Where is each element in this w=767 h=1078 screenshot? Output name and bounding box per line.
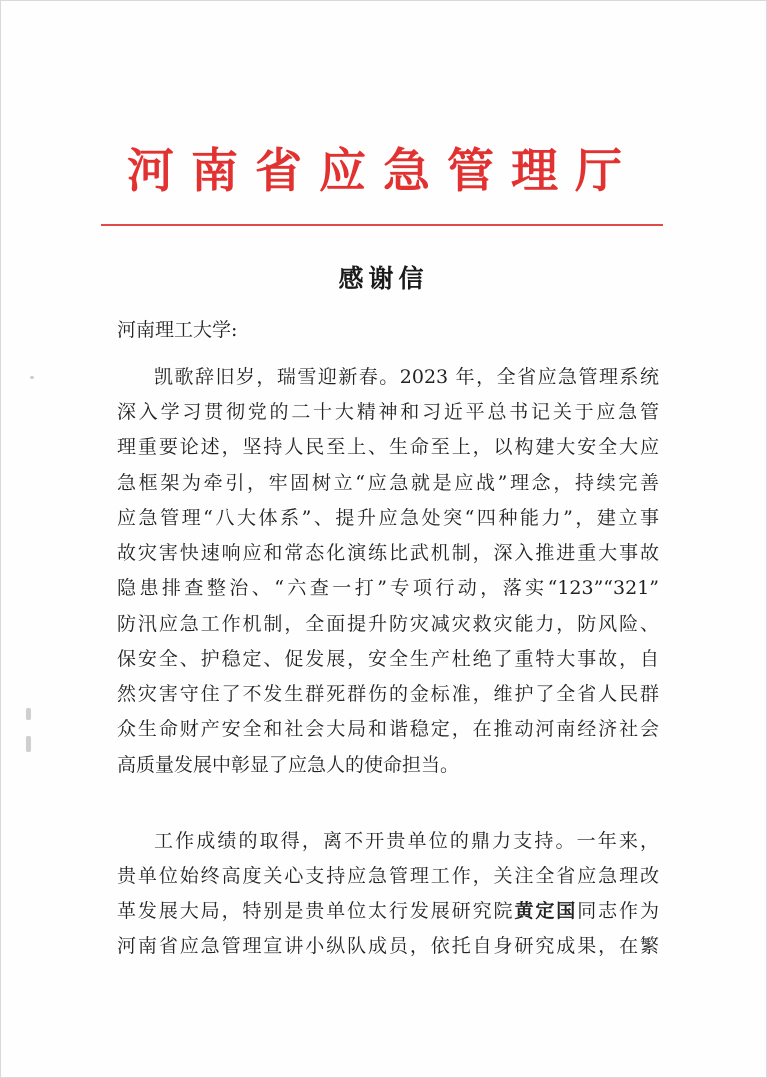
paragraph-1-line: 保安全、护稳定、促发展，安全生产杜绝了重特大事故，自 — [117, 648, 659, 670]
paragraph-2-text: 革发展大局，特别是贵单位太行发展研究院 — [117, 900, 515, 922]
paragraph-2-line: 贵单位始终高度关心支持应急管理工作，关注全省应急理改 — [117, 865, 659, 887]
paragraph-1-line: 众生命财产安全和社会大局和谐稳定，在推动河南经济社会 — [117, 718, 659, 740]
paragraph-2-text: 同志作为 — [577, 900, 659, 922]
scan-artifact — [30, 376, 34, 379]
letterhead-divider — [101, 224, 663, 226]
letterhead-organization: 河南省应急管理厅 — [127, 144, 639, 199]
paragraph-1-line: 故灾害快速响应和常态化演练比武机制，深入推进重大事故 — [117, 542, 659, 564]
letter-title: 感谢信 — [338, 264, 429, 293]
paragraph-1-line: 防汛应急工作机制，全面提升防灾减灾救灾能力，防风险、 — [117, 613, 659, 635]
highlighted-person-name: 黄定国 — [514, 900, 578, 922]
paragraph-1-line: 理重要论述，坚持人民至上、生命至上，以构建大安全大应 — [117, 436, 659, 458]
paragraph-2-line: 工作成绩的取得，离不开贵单位的鼎力支持。一年来， — [154, 830, 659, 852]
paragraph-1-line: 然灾害守住了不发生群死群伤的金标准，维护了全省人民群 — [117, 683, 659, 705]
paragraph-1-line: 高质量发展中彰显了应急人的使命担当。 — [117, 754, 460, 776]
paragraph-1-line: 急框架为牵引，牢固树立“应急就是应战”理念，持续完善 — [117, 472, 659, 494]
letter-salutation: 河南理工大学: — [117, 319, 238, 341]
scan-artifact — [26, 708, 31, 720]
paragraph-1-line: 应急管理“八大体系”、提升应急处突“四种能力”，建立事 — [117, 507, 659, 529]
paragraph-1-line: 隐患排查整治、“六查一打”专项行动，落实“123”“321” — [117, 577, 659, 599]
paragraph-2-line — [117, 896, 659, 926]
scan-artifact — [26, 736, 31, 752]
paragraph-1-line: 凯歌辞旧岁，瑞雪迎新春。2023 年，全省应急管理系统 — [154, 366, 659, 388]
paragraph-1-line: 深入学习贯彻党的二十大精神和习近平总书记关于应急管 — [117, 401, 659, 423]
paragraph-2-line: 河南省应急管理宣讲小纵队成员，依托自身研究成果，在繁 — [117, 935, 659, 957]
